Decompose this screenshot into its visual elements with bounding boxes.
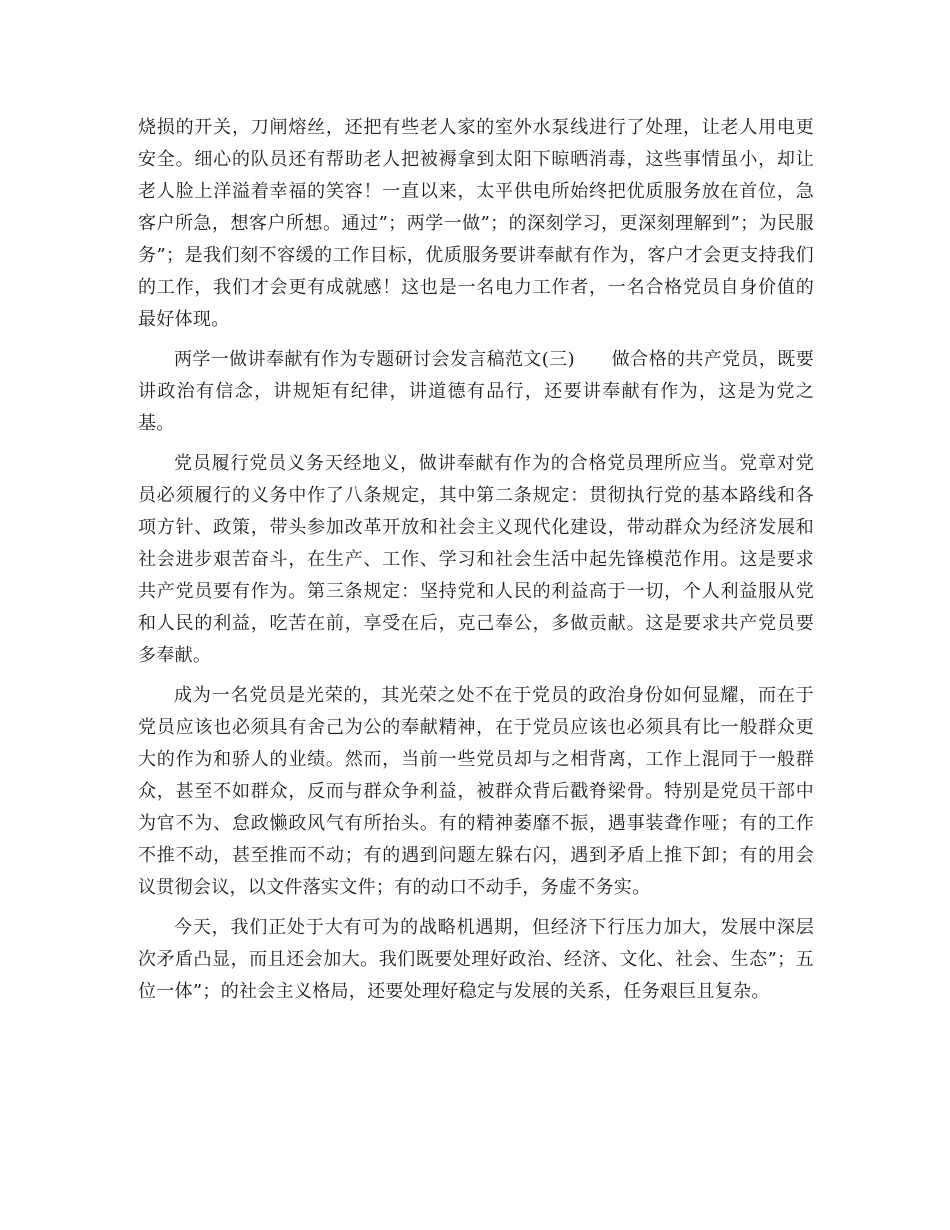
paragraph-party-duties: 党员履行党员义务天经地义，做讲奉献有作为的合格党员理所应当。党章对党员必须履行的义务中作了八条规定，其中第二条规定：贯彻执行党的基本路线和各项方针、政策，带头参加改革开放和社会主义现代化建设，带动群众为经济发展和社会进步艰苦奋斗，在生产、工作、学习和社会生活中起先锋模范作用。这是要求共产党员要有作为。第三条规定：坚持党和人民的利益高于一切，个人利益服从党和人民的利益，吃苦在前，享受在后，克己奉公，多做贡献。这是要求共产党员要多奉献。 xyxy=(138,453,814,666)
document-body xyxy=(138,112,814,1016)
paragraph-current-situation: 今天，我们正处于大有可为的战略机遇期，但经济下行压力加大，发展中深层次矛盾凸显，而且还会加大。我们既要处理好政治、经济、文化、社会、生态”；五位一体”；的社会主义格局，还要处理好稳定与发展的关系，任务艰巨且复杂。 xyxy=(138,917,814,1002)
paragraph-party-honor: 成为一名党员是光荣的，其光荣之处不在于党员的政治身份如何显耀，而在于党员应该也必须具有舍己为公的奉献精神，在于党员应该也必须具有比一般群众更大的作为和骄人的业绩。然而，当前一些党员却与之相背离，工作上混同于一般群众，甚至不如群众，反而与群众争利益，被群众背后戳脊梁骨。特别是党员干部中为官不为、怠政懒政风气有所抬头。有的精神萎靡不振，遇事装聋作哑；有的工作不推不动，甚至推而不动；有的遇到问题左躲右闪，遇到矛盾上推下卸；有的用会议贯彻会议，以文件落实文件；有的动口不动手，务虚不务实。 xyxy=(138,685,814,898)
paragraph-continuation: 烧损的开关，刀闸熔丝，还把有些老人家的室外水泵线进行了处理，让老人用电更安全。细心的队员还有帮助老人把被褥拿到太阳下晾晒消毒，这些事情虽小，却让老人脸上洋溢着幸福的笑容！一直以来，太平供电所始终把优质服务放在首位，急客户所急，想客户所想。通过”；两学一做”；的深刻学习，更深刻理解到”；为民服务”；是我们刻不容缓的工作目标，优质服务要讲奉献有作为，客户才会更支持我们的工作，我们才会更有成就感！这也是一名电力工作者，一名合格党员自身价值的最好体现。 xyxy=(138,117,814,330)
paragraph-section-heading: 两学一做讲奉献有作为专题研讨会发言稿范文(三) 做合格的共产党员，既要讲政治有信念，讲规矩有纪律，讲道德有品行，还要讲奉献有作为，这是为党之基。 xyxy=(138,349,814,434)
